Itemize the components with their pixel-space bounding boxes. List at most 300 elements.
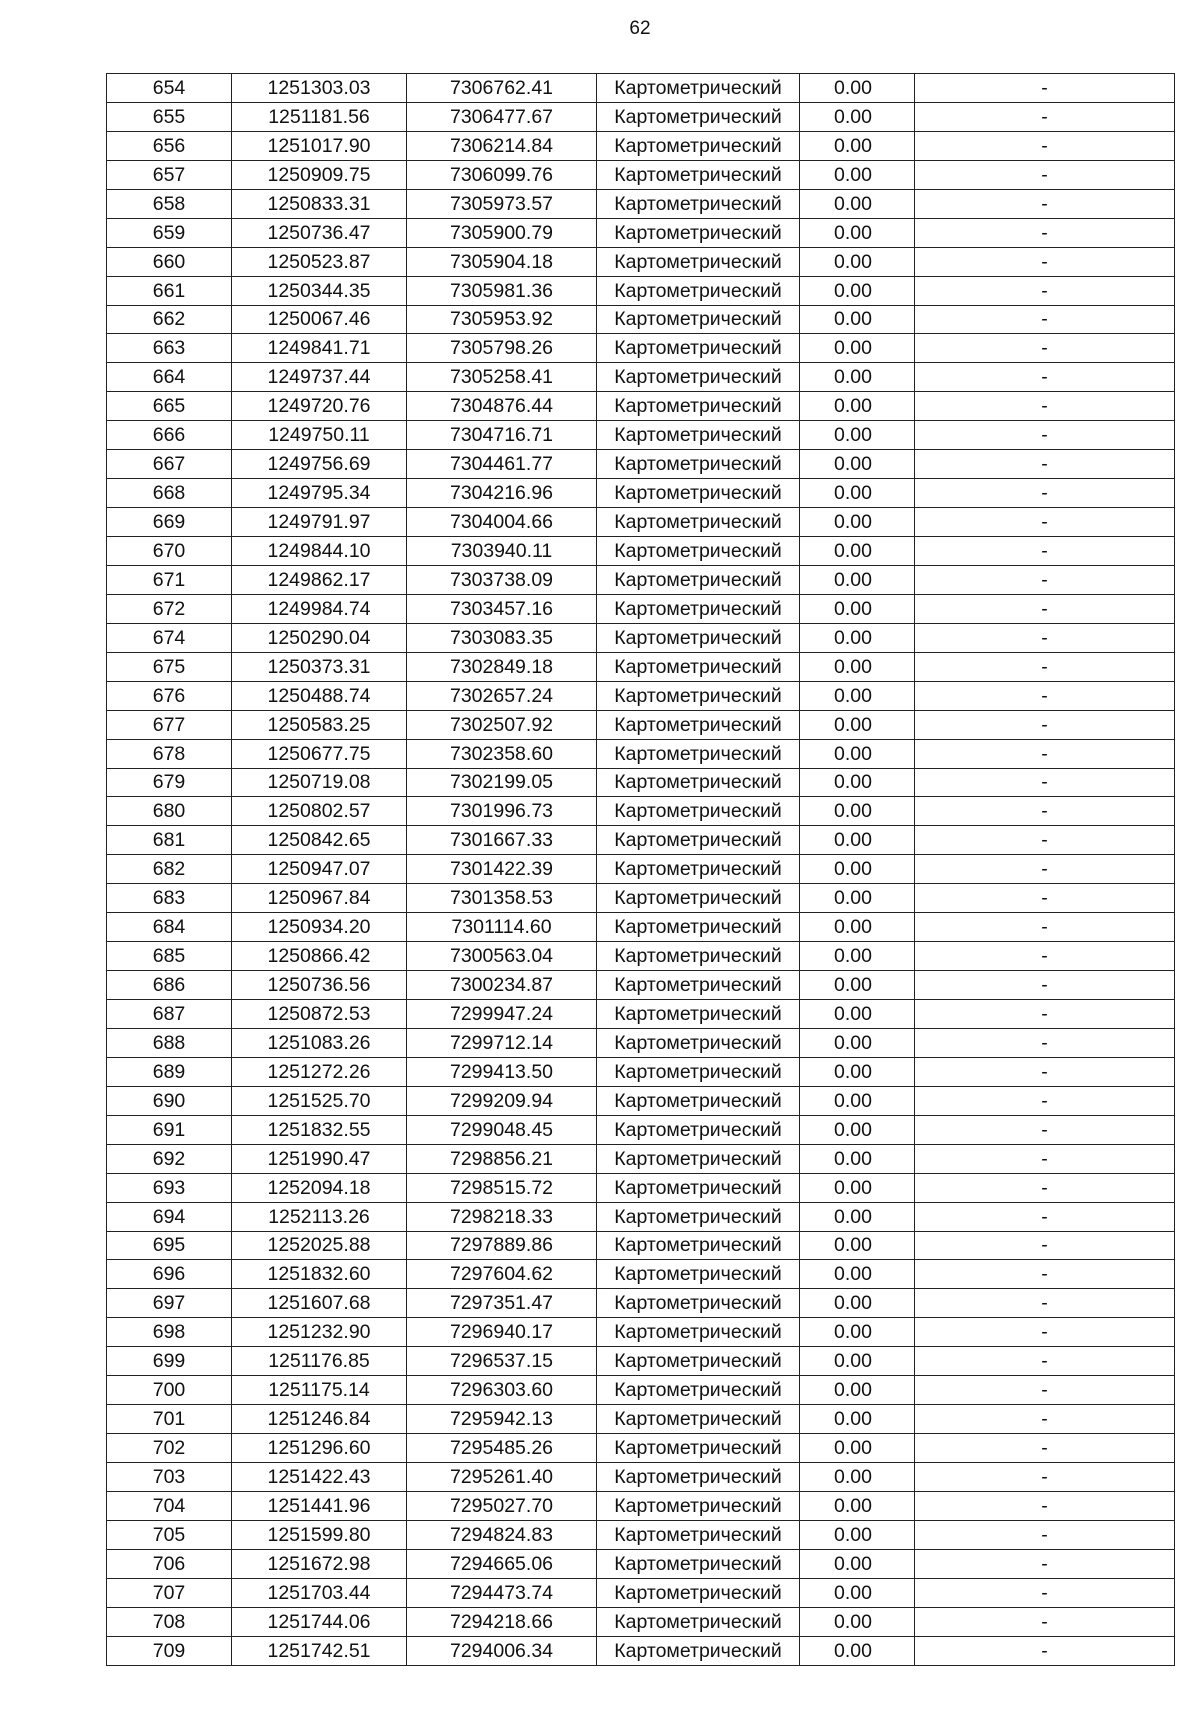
description-cell: -	[915, 363, 1175, 392]
y-coordinate-cell: 7300234.87	[407, 971, 597, 1000]
table-row	[107, 508, 1175, 537]
point-number-cell: 698	[107, 1318, 232, 1347]
error-cell: 0.00	[800, 855, 915, 884]
method-cell: Картометрический	[597, 102, 800, 131]
method-cell: Картометрический	[597, 797, 800, 826]
method-cell: Картометрический	[597, 1549, 800, 1578]
method-cell: Картометрический	[597, 1636, 800, 1665]
table-row	[107, 1520, 1175, 1549]
y-coordinate-cell: 7294006.34	[407, 1636, 597, 1665]
y-coordinate-cell: 7302657.24	[407, 681, 597, 710]
table-row	[107, 768, 1175, 797]
point-number-cell: 667	[107, 450, 232, 479]
point-number-cell: 669	[107, 508, 232, 537]
description-cell: -	[915, 768, 1175, 797]
method-cell: Картометрический	[597, 884, 800, 913]
point-number-cell: 701	[107, 1405, 232, 1434]
point-number-cell: 682	[107, 855, 232, 884]
error-cell: 0.00	[800, 623, 915, 652]
y-coordinate-cell: 7296303.60	[407, 1376, 597, 1405]
point-number-cell: 686	[107, 971, 232, 1000]
point-number-cell: 661	[107, 276, 232, 305]
x-coordinate-cell: 1251744.06	[232, 1607, 407, 1636]
method-cell: Картометрический	[597, 1000, 800, 1029]
table-row	[107, 160, 1175, 189]
y-coordinate-cell: 7299712.14	[407, 1028, 597, 1057]
x-coordinate-cell: 1251703.44	[232, 1578, 407, 1607]
table-row	[107, 1549, 1175, 1578]
point-number-cell: 681	[107, 826, 232, 855]
table-row	[107, 1057, 1175, 1086]
description-cell: -	[915, 479, 1175, 508]
x-coordinate-cell: 1251742.51	[232, 1636, 407, 1665]
method-cell: Картометрический	[597, 1028, 800, 1057]
method-cell: Картометрический	[597, 1289, 800, 1318]
y-coordinate-cell: 7303940.11	[407, 537, 597, 566]
error-cell: 0.00	[800, 450, 915, 479]
point-number-cell: 687	[107, 1000, 232, 1029]
x-coordinate-cell: 1249756.69	[232, 450, 407, 479]
method-cell: Картометрический	[597, 305, 800, 334]
error-cell: 0.00	[800, 1434, 915, 1463]
method-cell: Картометрический	[597, 768, 800, 797]
table-row	[107, 1607, 1175, 1636]
description-cell: -	[915, 131, 1175, 160]
description-cell: -	[915, 1578, 1175, 1607]
point-number-cell: 705	[107, 1520, 232, 1549]
description-cell: -	[915, 1289, 1175, 1318]
x-coordinate-cell: 1251422.43	[232, 1463, 407, 1492]
description-cell: -	[915, 1347, 1175, 1376]
error-cell: 0.00	[800, 1144, 915, 1173]
method-cell: Картометрический	[597, 537, 800, 566]
method-cell: Картометрический	[597, 131, 800, 160]
y-coordinate-cell: 7305904.18	[407, 247, 597, 276]
description-cell: -	[915, 1491, 1175, 1520]
method-cell: Картометрический	[597, 942, 800, 971]
method-cell: Картометрический	[597, 681, 800, 710]
error-cell: 0.00	[800, 276, 915, 305]
error-cell: 0.00	[800, 1376, 915, 1405]
x-coordinate-cell: 1250344.35	[232, 276, 407, 305]
x-coordinate-cell: 1250802.57	[232, 797, 407, 826]
method-cell: Картометрический	[597, 450, 800, 479]
y-coordinate-cell: 7301667.33	[407, 826, 597, 855]
error-cell: 0.00	[800, 1028, 915, 1057]
point-number-cell: 672	[107, 594, 232, 623]
error-cell: 0.00	[800, 768, 915, 797]
x-coordinate-cell: 1249750.11	[232, 421, 407, 450]
y-coordinate-cell: 7305900.79	[407, 218, 597, 247]
description-cell: -	[915, 1549, 1175, 1578]
x-coordinate-cell: 1251246.84	[232, 1405, 407, 1434]
description-cell: -	[915, 450, 1175, 479]
table-row	[107, 247, 1175, 276]
x-coordinate-cell: 1249841.71	[232, 334, 407, 363]
table-row	[107, 1636, 1175, 1665]
y-coordinate-cell: 7302199.05	[407, 768, 597, 797]
table-row	[107, 276, 1175, 305]
y-coordinate-cell: 7301114.60	[407, 913, 597, 942]
point-number-cell: 665	[107, 392, 232, 421]
point-number-cell: 693	[107, 1173, 232, 1202]
table-row	[107, 1463, 1175, 1492]
y-coordinate-cell: 7305258.41	[407, 363, 597, 392]
method-cell: Картометрический	[597, 1491, 800, 1520]
error-cell: 0.00	[800, 1347, 915, 1376]
y-coordinate-cell: 7294473.74	[407, 1578, 597, 1607]
x-coordinate-cell: 1250719.08	[232, 768, 407, 797]
error-cell: 0.00	[800, 363, 915, 392]
table-row	[107, 450, 1175, 479]
description-cell: -	[915, 652, 1175, 681]
x-coordinate-cell: 1251672.98	[232, 1549, 407, 1578]
method-cell: Картометрический	[597, 652, 800, 681]
error-cell: 0.00	[800, 565, 915, 594]
x-coordinate-cell: 1249795.34	[232, 479, 407, 508]
point-number-cell: 657	[107, 160, 232, 189]
point-number-cell: 664	[107, 363, 232, 392]
error-cell: 0.00	[800, 1549, 915, 1578]
description-cell: -	[915, 565, 1175, 594]
point-number-cell: 691	[107, 1115, 232, 1144]
table-row	[107, 739, 1175, 768]
error-cell: 0.00	[800, 1260, 915, 1289]
error-cell: 0.00	[800, 131, 915, 160]
table-row	[107, 884, 1175, 913]
x-coordinate-cell: 1251176.85	[232, 1347, 407, 1376]
error-cell: 0.00	[800, 1173, 915, 1202]
table-row	[107, 305, 1175, 334]
table-row	[107, 363, 1175, 392]
table-row	[107, 1000, 1175, 1029]
table-row	[107, 1434, 1175, 1463]
method-cell: Картометрический	[597, 1405, 800, 1434]
y-coordinate-cell: 7304461.77	[407, 450, 597, 479]
table-row	[107, 594, 1175, 623]
description-cell: -	[915, 739, 1175, 768]
description-cell: -	[915, 247, 1175, 276]
table-row	[107, 913, 1175, 942]
error-cell: 0.00	[800, 537, 915, 566]
y-coordinate-cell: 7306477.67	[407, 102, 597, 131]
point-number-cell: 662	[107, 305, 232, 334]
x-coordinate-cell: 1252094.18	[232, 1173, 407, 1202]
point-number-cell: 689	[107, 1057, 232, 1086]
method-cell: Картометрический	[597, 565, 800, 594]
y-coordinate-cell: 7305798.26	[407, 334, 597, 363]
x-coordinate-cell: 1250373.31	[232, 652, 407, 681]
error-cell: 0.00	[800, 1202, 915, 1231]
table-row	[107, 1144, 1175, 1173]
description-cell: -	[915, 681, 1175, 710]
y-coordinate-cell: 7295027.70	[407, 1491, 597, 1520]
x-coordinate-cell: 1252113.26	[232, 1202, 407, 1231]
table-row	[107, 710, 1175, 739]
method-cell: Картометрический	[597, 276, 800, 305]
description-cell: -	[915, 1231, 1175, 1260]
error-cell: 0.00	[800, 305, 915, 334]
description-cell: -	[915, 797, 1175, 826]
error-cell: 0.00	[800, 1057, 915, 1086]
x-coordinate-cell: 1251832.60	[232, 1260, 407, 1289]
error-cell: 0.00	[800, 1520, 915, 1549]
y-coordinate-cell: 7300563.04	[407, 942, 597, 971]
x-coordinate-cell: 1249720.76	[232, 392, 407, 421]
description-cell: -	[915, 1115, 1175, 1144]
method-cell: Картометрический	[597, 710, 800, 739]
y-coordinate-cell: 7302358.60	[407, 739, 597, 768]
x-coordinate-cell: 1251607.68	[232, 1289, 407, 1318]
error-cell: 0.00	[800, 1231, 915, 1260]
point-number-cell: 684	[107, 913, 232, 942]
description-cell: -	[915, 1057, 1175, 1086]
description-cell: -	[915, 276, 1175, 305]
description-cell: -	[915, 913, 1175, 942]
error-cell: 0.00	[800, 247, 915, 276]
point-number-cell: 706	[107, 1549, 232, 1578]
point-number-cell: 654	[107, 74, 232, 103]
description-cell: -	[915, 334, 1175, 363]
x-coordinate-cell: 1250677.75	[232, 739, 407, 768]
point-number-cell: 678	[107, 739, 232, 768]
point-number-cell: 696	[107, 1260, 232, 1289]
x-coordinate-cell: 1251272.26	[232, 1057, 407, 1086]
description-cell: -	[915, 1086, 1175, 1115]
point-number-cell: 708	[107, 1607, 232, 1636]
method-cell: Картометрический	[597, 1057, 800, 1086]
x-coordinate-cell: 1250736.47	[232, 218, 407, 247]
description-cell: -	[915, 218, 1175, 247]
error-cell: 0.00	[800, 479, 915, 508]
description-cell: -	[915, 623, 1175, 652]
point-number-cell: 692	[107, 1144, 232, 1173]
description-cell: -	[915, 1405, 1175, 1434]
y-coordinate-cell: 7294824.83	[407, 1520, 597, 1549]
point-number-cell: 675	[107, 652, 232, 681]
description-cell: -	[915, 537, 1175, 566]
x-coordinate-cell: 1250583.25	[232, 710, 407, 739]
description-cell: -	[915, 102, 1175, 131]
error-cell: 0.00	[800, 1607, 915, 1636]
description-cell: -	[915, 74, 1175, 103]
x-coordinate-cell: 1251525.70	[232, 1086, 407, 1115]
description-cell: -	[915, 710, 1175, 739]
description-cell: -	[915, 189, 1175, 218]
y-coordinate-cell: 7301358.53	[407, 884, 597, 913]
point-number-cell: 690	[107, 1086, 232, 1115]
point-number-cell: 656	[107, 131, 232, 160]
error-cell: 0.00	[800, 710, 915, 739]
method-cell: Картометрический	[597, 74, 800, 103]
error-cell: 0.00	[800, 1578, 915, 1607]
description-cell: -	[915, 1520, 1175, 1549]
x-coordinate-cell: 1251232.90	[232, 1318, 407, 1347]
table-row	[107, 1202, 1175, 1231]
x-coordinate-cell: 1251296.60	[232, 1434, 407, 1463]
x-coordinate-cell: 1250947.07	[232, 855, 407, 884]
method-cell: Картометрический	[597, 1144, 800, 1173]
method-cell: Картометрический	[597, 1520, 800, 1549]
method-cell: Картометрический	[597, 1086, 800, 1115]
x-coordinate-cell: 1251303.03	[232, 74, 407, 103]
y-coordinate-cell: 7299413.50	[407, 1057, 597, 1086]
point-number-cell: 685	[107, 942, 232, 971]
point-number-cell: 670	[107, 537, 232, 566]
coordinates-table-body	[107, 74, 1175, 1666]
table-row	[107, 218, 1175, 247]
method-cell: Картометрический	[597, 1318, 800, 1347]
x-coordinate-cell: 1250872.53	[232, 1000, 407, 1029]
error-cell: 0.00	[800, 1086, 915, 1115]
method-cell: Картометрический	[597, 334, 800, 363]
y-coordinate-cell: 7298856.21	[407, 1144, 597, 1173]
method-cell: Картометрический	[597, 739, 800, 768]
point-number-cell: 666	[107, 421, 232, 450]
x-coordinate-cell: 1250290.04	[232, 623, 407, 652]
error-cell: 0.00	[800, 739, 915, 768]
y-coordinate-cell: 7306099.76	[407, 160, 597, 189]
point-number-cell: 663	[107, 334, 232, 363]
y-coordinate-cell: 7296940.17	[407, 1318, 597, 1347]
table-row	[107, 652, 1175, 681]
method-cell: Картометрический	[597, 623, 800, 652]
error-cell: 0.00	[800, 884, 915, 913]
description-cell: -	[915, 1028, 1175, 1057]
point-number-cell: 659	[107, 218, 232, 247]
point-number-cell: 683	[107, 884, 232, 913]
error-cell: 0.00	[800, 1318, 915, 1347]
description-cell: -	[915, 421, 1175, 450]
method-cell: Картометрический	[597, 189, 800, 218]
y-coordinate-cell: 7304216.96	[407, 479, 597, 508]
description-cell: -	[915, 508, 1175, 537]
x-coordinate-cell: 1250909.75	[232, 160, 407, 189]
point-number-cell: 679	[107, 768, 232, 797]
y-coordinate-cell: 7298515.72	[407, 1173, 597, 1202]
table-row	[107, 1260, 1175, 1289]
point-number-cell: 671	[107, 565, 232, 594]
point-number-cell: 677	[107, 710, 232, 739]
method-cell: Картометрический	[597, 913, 800, 942]
x-coordinate-cell: 1249844.10	[232, 537, 407, 566]
error-cell: 0.00	[800, 1289, 915, 1318]
method-cell: Картометрический	[597, 392, 800, 421]
table-row	[107, 826, 1175, 855]
point-number-cell: 658	[107, 189, 232, 218]
method-cell: Картометрический	[597, 1578, 800, 1607]
table-row	[107, 102, 1175, 131]
description-cell: -	[915, 855, 1175, 884]
method-cell: Картометрический	[597, 1607, 800, 1636]
coordinates-table	[106, 73, 1175, 1666]
x-coordinate-cell: 1251441.96	[232, 1491, 407, 1520]
error-cell: 0.00	[800, 942, 915, 971]
x-coordinate-cell: 1250842.65	[232, 826, 407, 855]
description-cell: -	[915, 392, 1175, 421]
description-cell: -	[915, 1202, 1175, 1231]
description-cell: -	[915, 594, 1175, 623]
y-coordinate-cell: 7299048.45	[407, 1115, 597, 1144]
y-coordinate-cell: 7305981.36	[407, 276, 597, 305]
y-coordinate-cell: 7304004.66	[407, 508, 597, 537]
description-cell: -	[915, 305, 1175, 334]
x-coordinate-cell: 1249862.17	[232, 565, 407, 594]
description-cell: -	[915, 1463, 1175, 1492]
description-cell: -	[915, 1000, 1175, 1029]
description-cell: -	[915, 1376, 1175, 1405]
point-number-cell: 702	[107, 1434, 232, 1463]
description-cell: -	[915, 1636, 1175, 1665]
description-cell: -	[915, 826, 1175, 855]
table-row	[107, 1231, 1175, 1260]
table-row	[107, 1578, 1175, 1607]
x-coordinate-cell: 1251599.80	[232, 1520, 407, 1549]
error-cell: 0.00	[800, 1115, 915, 1144]
table-row	[107, 623, 1175, 652]
y-coordinate-cell: 7296537.15	[407, 1347, 597, 1376]
x-coordinate-cell: 1250488.74	[232, 681, 407, 710]
description-cell: -	[915, 1144, 1175, 1173]
point-number-cell: 700	[107, 1376, 232, 1405]
point-number-cell: 688	[107, 1028, 232, 1057]
error-cell: 0.00	[800, 1405, 915, 1434]
x-coordinate-cell: 1249984.74	[232, 594, 407, 623]
error-cell: 0.00	[800, 1636, 915, 1665]
description-cell: -	[915, 971, 1175, 1000]
x-coordinate-cell: 1249737.44	[232, 363, 407, 392]
table-row	[107, 681, 1175, 710]
error-cell: 0.00	[800, 797, 915, 826]
y-coordinate-cell: 7299209.94	[407, 1086, 597, 1115]
method-cell: Картометрический	[597, 421, 800, 450]
table-row	[107, 392, 1175, 421]
error-cell: 0.00	[800, 218, 915, 247]
error-cell: 0.00	[800, 594, 915, 623]
table-row	[107, 1086, 1175, 1115]
table-row	[107, 479, 1175, 508]
point-number-cell: 668	[107, 479, 232, 508]
error-cell: 0.00	[800, 421, 915, 450]
point-number-cell: 697	[107, 1289, 232, 1318]
x-coordinate-cell: 1250067.46	[232, 305, 407, 334]
x-coordinate-cell: 1251181.56	[232, 102, 407, 131]
page-number: 62	[629, 18, 651, 39]
y-coordinate-cell: 7305973.57	[407, 189, 597, 218]
y-coordinate-cell: 7301996.73	[407, 797, 597, 826]
error-cell: 0.00	[800, 913, 915, 942]
error-cell: 0.00	[800, 74, 915, 103]
point-number-cell: 674	[107, 623, 232, 652]
x-coordinate-cell: 1251832.55	[232, 1115, 407, 1144]
description-cell: -	[915, 1607, 1175, 1636]
x-coordinate-cell: 1252025.88	[232, 1231, 407, 1260]
method-cell: Картометрический	[597, 1115, 800, 1144]
error-cell: 0.00	[800, 826, 915, 855]
method-cell: Картометрический	[597, 479, 800, 508]
table-row	[107, 1028, 1175, 1057]
y-coordinate-cell: 7295942.13	[407, 1405, 597, 1434]
table-row	[107, 1318, 1175, 1347]
x-coordinate-cell: 1250833.31	[232, 189, 407, 218]
x-coordinate-cell: 1250934.20	[232, 913, 407, 942]
y-coordinate-cell: 7304716.71	[407, 421, 597, 450]
point-number-cell: 709	[107, 1636, 232, 1665]
y-coordinate-cell: 7303083.35	[407, 623, 597, 652]
description-cell: -	[915, 884, 1175, 913]
method-cell: Картометрический	[597, 1376, 800, 1405]
x-coordinate-cell: 1250523.87	[232, 247, 407, 276]
